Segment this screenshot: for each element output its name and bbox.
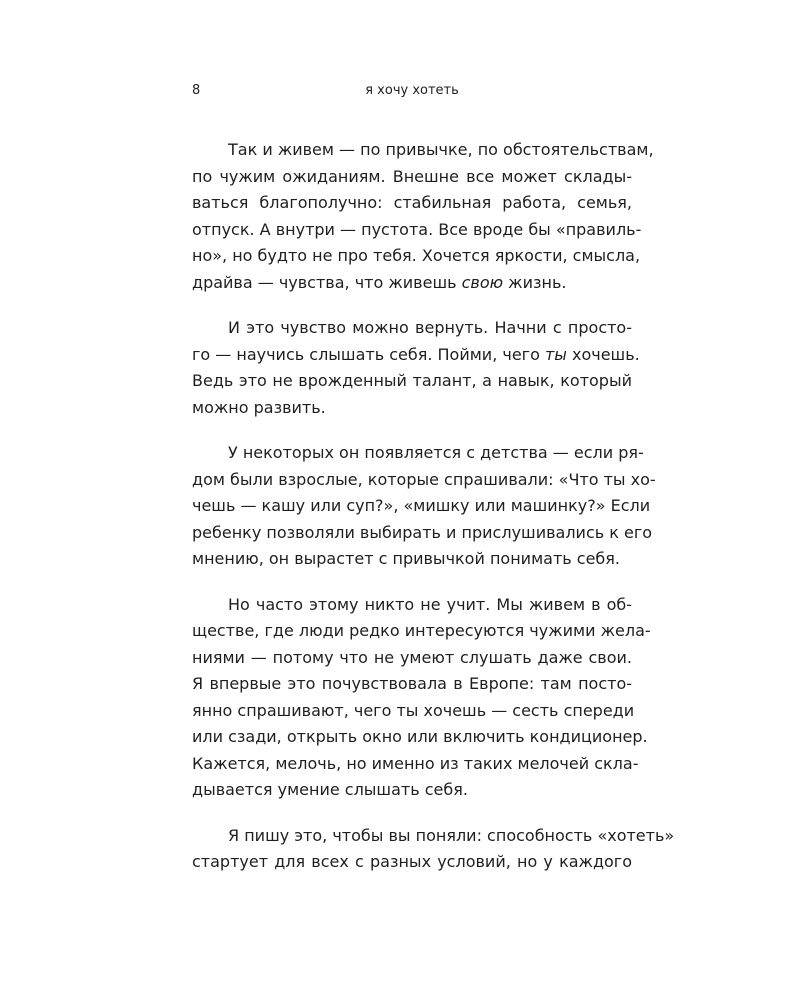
text-run: жизнь.: [503, 272, 567, 292]
text-line: [192, 243, 641, 270]
text-line: [192, 342, 640, 369]
text-line: [192, 395, 632, 422]
text-line: [192, 368, 632, 395]
text-line: [192, 546, 632, 573]
paragraph: [192, 137, 654, 296]
text-line: [192, 645, 632, 672]
text-run: дом были взрослые, которые спрашивали: «Что ты хо-: [192, 469, 656, 489]
text-run: ребенку позволяли выбирать и прислушивались к его: [192, 522, 653, 542]
text-line: [192, 671, 632, 698]
text-line: [192, 315, 632, 342]
book-title: я хочу хотеть: [365, 83, 459, 98]
text-line: [192, 823, 675, 850]
text-run: или сзади, открыть окно или включить кондиционер.: [192, 727, 648, 746]
running-head: [192, 82, 632, 100]
text-line: [192, 777, 632, 804]
text-line: [192, 190, 632, 217]
text-run: по чужим ожиданиям. Внешне все может склады-: [192, 166, 632, 186]
text-run: янно спрашивают, чего ты хочешь — сесть спереди: [192, 700, 635, 720]
text-run: Я пишу это, чтобы вы поняли: способность «хотеть»: [228, 825, 675, 845]
text-line: [192, 217, 642, 244]
emphasis: свою: [461, 272, 504, 292]
text-line: [192, 520, 653, 547]
text-line: [192, 618, 651, 645]
text-run: чешь — кашу или суп?», «мишку или машинку?» Если: [192, 496, 651, 515]
page-number: 8: [192, 83, 201, 98]
text-run: ществе, где люди редко интересуются чужими жела-: [192, 621, 651, 640]
text-run: Кажется, мелочь, но именно из таких мелочей скла-: [192, 753, 639, 773]
text-run: Ведь это не врожденный талант, а навык, который: [192, 371, 632, 390]
text-run: мнению, он вырастет с привычкой понимать себя.: [192, 549, 620, 568]
text-run: И это чувство можно вернуть. Начни с просто-: [228, 318, 632, 337]
paragraph: [192, 440, 656, 573]
text-line: [192, 164, 632, 191]
text-run: Я впервые это почувствовала в Европе: там посто-: [192, 674, 632, 693]
paragraph: [192, 592, 651, 804]
text-run: Так и живем — по привычке, по обстоятельствам,: [228, 140, 654, 159]
text-line: [192, 270, 632, 297]
text-run: хочешь.: [566, 344, 640, 364]
text-run: Но часто этому никто не учит. Мы живем в об-: [228, 594, 632, 614]
text-line: [192, 751, 639, 778]
text-line: [192, 849, 632, 876]
text-run: можно развить.: [192, 397, 326, 417]
text-run: ниями — потому что не умеют слушать даже свои.: [192, 647, 632, 667]
paragraph: [192, 315, 640, 421]
text-run: стартует для всех с разных условий, но у каждого: [192, 852, 632, 871]
text-run: драйва — чувства, что живешь: [192, 272, 462, 292]
text-run: го — научись слышать себя. Пойми, чего: [192, 344, 545, 364]
text-run: У некоторых он появляется с детства — если ря-: [228, 443, 644, 462]
text-line: [192, 592, 632, 619]
text-line: [192, 493, 651, 520]
text-run: дывается умение слышать себя.: [192, 780, 468, 799]
text-line: [192, 698, 635, 725]
text-run: но», но будто не про тебя. Хочется яркости, смысла,: [192, 246, 641, 265]
text-line: [192, 137, 654, 164]
emphasis: ты: [544, 344, 567, 364]
text-run: отпуск. А внутри — пустота. Все вроде бы «правиль-: [192, 219, 642, 239]
text-line: [192, 467, 656, 494]
text-line: [192, 440, 644, 467]
paragraph: [192, 823, 675, 876]
text-line: [192, 724, 648, 751]
body-text: [192, 137, 675, 895]
text-run: ваться благополучно: стабильная работа, семья,: [192, 193, 632, 212]
